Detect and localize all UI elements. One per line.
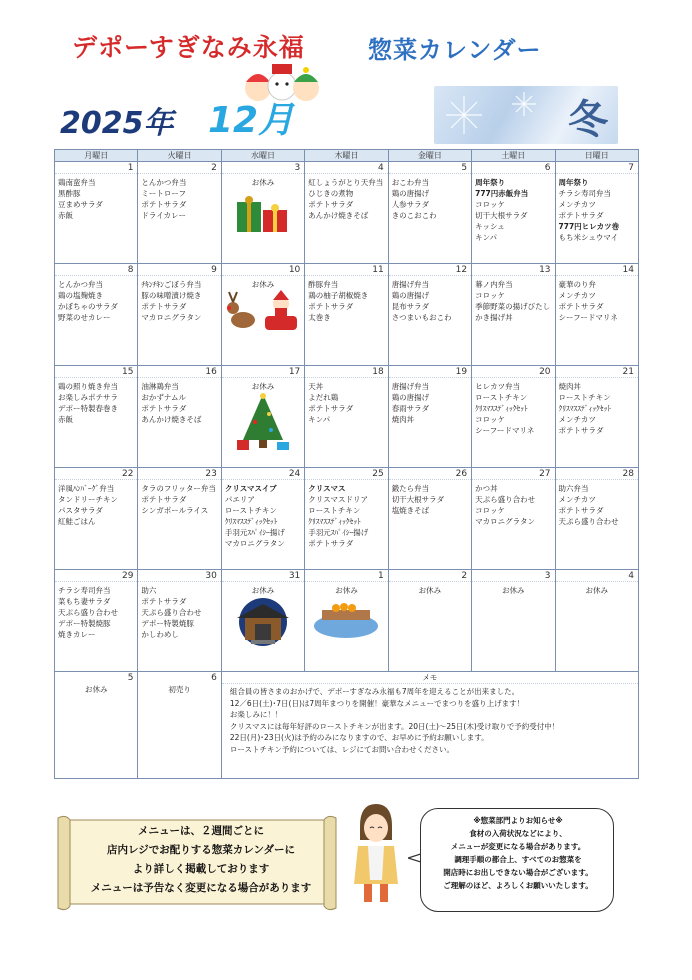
- shrine-icon: [231, 596, 295, 652]
- menu-item: ローストチキン: [475, 393, 528, 402]
- day-note: お休み: [251, 178, 275, 187]
- menu-item: ポテトサラダ: [141, 495, 187, 504]
- day-cell: [555, 570, 638, 672]
- date-number: 18: [305, 366, 387, 378]
- menu-item: 焼きカレー: [58, 630, 96, 639]
- menu-item: 助六: [141, 586, 157, 595]
- menu-item: 人参サラダ: [391, 200, 430, 209]
- menu-item: ポテトサラダ: [308, 302, 354, 311]
- calendar-table: [54, 149, 639, 779]
- day-cell: [388, 570, 471, 672]
- menu-item: コロッケ: [475, 415, 505, 424]
- tree-icon: [233, 392, 293, 458]
- day-note: お休み: [84, 685, 108, 694]
- menu-item: 豚の味噌漬け焼き: [141, 291, 202, 300]
- menu-item: ローストチキン: [558, 393, 611, 402]
- menu-item: かき揚げ丼: [475, 313, 513, 322]
- gifts-icon: [233, 188, 293, 242]
- day-content: [222, 276, 304, 365]
- season-kanji: 冬: [568, 96, 608, 143]
- date-number: 6: [211, 673, 217, 683]
- notice-line: メニューは予告なく変更になる場合があります: [90, 882, 312, 894]
- menu-item: 紅鮭ごはん: [58, 517, 96, 526]
- week-row: [55, 162, 639, 264]
- menu-item: 助六弁当: [558, 484, 589, 493]
- menu-item: 赤飯: [58, 211, 73, 220]
- menu-item: 菜もち妻サラダ: [58, 597, 111, 606]
- event-label: クリスマスイブ: [224, 484, 277, 493]
- menu-item: ｸﾘｽﾏｽｽﾃﾞｨｯｸｾｯﾄ: [558, 404, 612, 413]
- bubble-line: 開店時にお出しできない場合がございます。: [443, 868, 593, 877]
- menu-item: コロッケ: [475, 291, 505, 300]
- menu-item: 豆まめサラダ: [58, 200, 103, 209]
- day-cell: [221, 264, 304, 366]
- menu-item: ポテトサラダ: [141, 404, 187, 413]
- memo-line: ローストチキン予約については、レジにてお問い合わせください。: [229, 744, 455, 754]
- event-label: 777円ヒレカツ巻: [558, 222, 620, 231]
- menu-item: 鶏の柚子胡椒焼き: [308, 291, 369, 300]
- menu-item: タラのフリッター弁当: [141, 484, 216, 493]
- notice-line: より詳しく掲載しております: [132, 863, 270, 875]
- day-content: [472, 480, 554, 569]
- menu-item: 昆布サラダ: [391, 302, 430, 311]
- day-content: [472, 174, 554, 263]
- menu-item: マカロニグラタン: [141, 313, 202, 322]
- date-number: 5: [127, 673, 134, 683]
- day-cell: [305, 570, 388, 672]
- day-cell: [55, 264, 138, 366]
- event-label: 周年祭り: [475, 178, 506, 187]
- day-cell: [55, 162, 138, 264]
- day-content: [138, 174, 220, 263]
- menu-item: パエリア: [224, 495, 255, 504]
- notice-line: 店内レジでお配りする惣菜カレンダーに: [106, 844, 296, 856]
- notice-text: [74, 822, 328, 898]
- menu-item: キンパ: [475, 233, 498, 242]
- menu-item: かぼちゃのサラダ: [58, 302, 118, 311]
- date-number: 21: [556, 366, 638, 378]
- memo-label: メモ: [222, 672, 638, 684]
- day-cell: [555, 264, 638, 366]
- memo-line: お楽しみに！！: [229, 710, 283, 719]
- weekday-header: 木曜日: [305, 150, 388, 162]
- week-row: [55, 264, 639, 366]
- menu-item: メンチカツ: [558, 495, 596, 504]
- day-cell: [472, 264, 555, 366]
- day-content: [138, 276, 220, 365]
- menu-item: メンチカツ: [558, 415, 596, 424]
- month-label: 12月: [208, 100, 295, 141]
- day-content: [472, 276, 554, 365]
- day-cell: [388, 366, 471, 468]
- menu-item: 季節野菜の揚げびたし: [475, 302, 551, 311]
- day-cell: [138, 366, 221, 468]
- weekday-header: 金曜日: [388, 150, 471, 162]
- event-label: クリスマス: [308, 484, 346, 493]
- menu-item: ｸﾘｽﾏｽｽﾃﾞｨｯｸｾｯﾄ: [308, 517, 361, 526]
- day-note: お休み: [335, 586, 358, 595]
- day-cell: [138, 570, 221, 672]
- date-number: 5: [389, 162, 471, 174]
- menu-item: ローストチキン: [308, 506, 361, 515]
- day-cell: [305, 162, 388, 264]
- menu-item: ポテトサラダ: [558, 302, 604, 311]
- menu-item: ｸﾘｽﾏｽｽﾃﾞｨｯｸｾｯﾄ: [224, 517, 278, 526]
- day-note: お休み: [502, 586, 525, 595]
- day-cell: [388, 264, 471, 366]
- day-note: お休み: [418, 586, 442, 595]
- date-number: 16: [138, 366, 220, 378]
- memo-line: 組合員の皆さまのおかげで、デポーすぎなみ永福も7周年を迎えることが出来ました。: [229, 687, 520, 696]
- menu-item: ﾁｷﾝﾁｷﾝごぼう弁当: [141, 280, 202, 289]
- date-number: 2: [138, 162, 220, 174]
- year-label: 2025年: [60, 106, 174, 141]
- day-content: [55, 276, 137, 365]
- memo-cell: [221, 672, 638, 779]
- menu-item: もち米シュウマイ: [558, 233, 619, 242]
- menu-item: ローストチキン: [224, 506, 277, 515]
- reindeer-icon: [223, 290, 303, 340]
- menu-item: ポテトサラダ: [558, 211, 604, 220]
- date-number: 27: [472, 468, 554, 480]
- menu-item: デポー特製春巻き: [58, 404, 118, 413]
- date-number: 1: [305, 570, 387, 582]
- menu-item: ひじきの煮物: [308, 189, 354, 198]
- day-content: [389, 378, 471, 467]
- memo-text: [222, 684, 638, 757]
- day-content: [305, 276, 387, 365]
- menu-item: ポテトサラダ: [558, 506, 604, 515]
- staff-person-icon: [346, 800, 406, 904]
- menu-item: 鶏の塩麹焼き: [58, 291, 103, 300]
- day-content: [556, 582, 638, 671]
- date-number: 8: [55, 264, 137, 276]
- menu-item: デポー特製焼豚: [58, 619, 111, 628]
- day-content: [556, 378, 638, 467]
- day-content: [138, 378, 220, 467]
- memo-line: 22日(月)･23日(火)は予約のみになりますので、お早めに予約お願いします。: [229, 733, 489, 742]
- menu-item: かつ丼: [475, 484, 498, 493]
- date-number: 26: [389, 468, 471, 480]
- day-content: [138, 582, 220, 671]
- date-number: 6: [472, 162, 554, 174]
- calendar-title: 惣菜カレンダー: [368, 36, 542, 64]
- day-cell: [388, 162, 471, 264]
- day-cell: [55, 672, 138, 779]
- day-note: 初売り: [168, 685, 191, 694]
- date-number: 20: [472, 366, 554, 378]
- bubble-line: メニューが変更になる場合があります。: [450, 842, 586, 851]
- date-number: 12: [389, 264, 471, 276]
- day-cell: [388, 468, 471, 570]
- weekday-header-row: [55, 150, 639, 162]
- week-row: [55, 570, 639, 672]
- menu-item: 赤飯: [58, 415, 73, 424]
- day-cell: [138, 468, 221, 570]
- menu-item: 唐揚げ弁当: [391, 382, 430, 391]
- menu-item: チラシ寿司弁当: [558, 189, 612, 198]
- day-cell: [55, 570, 138, 672]
- menu-item: ポテトサラダ: [308, 200, 354, 209]
- day-content: [556, 480, 638, 569]
- day-content: [138, 480, 220, 569]
- day-cell: [472, 162, 555, 264]
- menu-item: クリスマスドリア: [308, 495, 368, 504]
- weekday-header: 月曜日: [55, 150, 138, 162]
- day-cell: [221, 570, 304, 672]
- store-name: デポーすぎなみ永福: [72, 33, 305, 62]
- menu-item: 野菜のせカレー: [58, 313, 111, 322]
- menu-item: ミートローフ: [141, 189, 187, 198]
- day-cell: [472, 570, 555, 672]
- menu-item: キンパ: [308, 415, 331, 424]
- day-content: [305, 480, 387, 569]
- day-note: お休み: [251, 586, 275, 595]
- menu-item: メンチカツ: [558, 291, 596, 300]
- day-content: [472, 582, 554, 671]
- weekday-header: 火曜日: [138, 150, 221, 162]
- weekday-header: 土曜日: [472, 150, 555, 162]
- day-content: [556, 174, 638, 263]
- date-number: 3: [222, 162, 304, 174]
- date-number: 3: [472, 570, 554, 582]
- day-content: [389, 582, 471, 671]
- menu-item: 塩焼きそば: [391, 506, 430, 515]
- event-label: 周年祭り: [558, 178, 589, 187]
- menu-item: 天ぷら盛り合わせ: [475, 495, 536, 504]
- day-content: [472, 378, 554, 467]
- day-cell: [138, 264, 221, 366]
- menu-item: 油淋鶏弁当: [141, 382, 179, 391]
- week-row: [55, 366, 639, 468]
- menu-item: 鶏の唐揚げ: [391, 393, 430, 402]
- day-cell: [221, 468, 304, 570]
- day-note: お休み: [251, 382, 275, 391]
- menu-item: 幕ノ内弁当: [475, 280, 513, 289]
- menu-item: 鍛たら弁当: [391, 484, 430, 493]
- event-label: 777円赤飯弁当: [475, 189, 529, 198]
- menu-item: 切干大根サラダ: [475, 211, 528, 220]
- notice-line: メニューは、２週間ごとに: [138, 825, 264, 837]
- menu-item: きのこおこわ: [391, 211, 437, 220]
- date-number: 13: [472, 264, 554, 276]
- date-number: 11: [305, 264, 387, 276]
- day-note: お休み: [585, 586, 609, 595]
- bubble-line: 食材の入荷状況などにより、: [469, 829, 567, 838]
- day-content: [222, 378, 304, 467]
- menu-item: シーフードマリネ: [475, 426, 535, 435]
- menu-item: タンドリーチキン: [58, 495, 118, 504]
- day-note: お休み: [251, 280, 275, 289]
- menu-item: 洋風ﾊﾝﾊﾞｰｸﾞ弁当: [58, 484, 115, 493]
- day-content: [389, 276, 471, 365]
- date-number: 17: [222, 366, 304, 378]
- menu-item: 紅しょうがとり天弁当: [308, 178, 384, 187]
- menu-item: おこわ弁当: [391, 178, 430, 187]
- menu-item: さつまいもおこわ: [391, 313, 452, 322]
- menu-item: コロッケ: [475, 506, 505, 515]
- menu-item: とんかつ弁当: [58, 280, 103, 289]
- date-number: 29: [55, 570, 137, 582]
- menu-item: コロッケ: [475, 200, 505, 209]
- menu-item: おかずナムル: [141, 393, 187, 402]
- menu-item: お楽しみポテサラ: [58, 393, 118, 402]
- day-cell: [305, 366, 388, 468]
- day-content: [305, 174, 387, 263]
- day-content: [222, 480, 304, 569]
- menu-item: 天ぷら盛り合わせ: [58, 608, 118, 617]
- bubble-line: ご理解のほど、よろしくお願いいたします。: [443, 881, 593, 890]
- bubble-text: [426, 814, 610, 892]
- date-number: 4: [305, 162, 387, 174]
- menu-item: あんかけ焼きそば: [308, 211, 369, 220]
- memo-line: 12／6日(土)･7日(日)は7周年まつりを開催！豪華なメニューでまつりを盛り上げます！: [229, 698, 525, 708]
- day-content: [305, 378, 387, 467]
- bubble-line: ※惣菜部門よりお知らせ※: [473, 816, 563, 825]
- menu-item: 鶏の唐揚げ: [391, 189, 430, 198]
- menu-item: 黒酢豚: [58, 189, 81, 198]
- day-content: [55, 378, 137, 467]
- day-cell: [221, 162, 304, 264]
- day-content: [556, 276, 638, 365]
- menu-item: マカロニグラタン: [475, 517, 536, 526]
- day-cell: [472, 366, 555, 468]
- menu-item: 手羽元ｽﾊﾟｲｼｰ揚げ: [308, 528, 369, 537]
- day-content: [389, 174, 471, 263]
- menu-item: あんかけ焼きそば: [141, 415, 202, 424]
- day-content: [305, 582, 387, 671]
- day-content: [55, 582, 137, 671]
- menu-item: 春雨サラダ: [391, 404, 430, 413]
- menu-item: ポテトサラダ: [558, 426, 604, 435]
- day-cell: [555, 162, 638, 264]
- menu-item: ポテトサラダ: [308, 539, 354, 548]
- day-cell: [221, 366, 304, 468]
- kotatsu-icon: [310, 596, 382, 644]
- menu-item: 焼肉丼: [391, 415, 415, 424]
- day-cell: [305, 468, 388, 570]
- day-cell: [55, 468, 138, 570]
- bubble-line: 調理手順の都合上、すべてのお惣菜を: [454, 855, 582, 864]
- menu-item: かしわめし: [141, 630, 179, 639]
- final-week-row: [55, 672, 639, 779]
- menu-item: マカロニグラタン: [224, 539, 285, 548]
- menu-item: 手羽元ｽﾊﾟｲｼｰ揚げ: [224, 528, 285, 537]
- weekday-header: 水曜日: [221, 150, 304, 162]
- menu-item: パスタサラダ: [58, 506, 103, 515]
- day-cell: [138, 162, 221, 264]
- menu-item: 鶏南蛮弁当: [58, 178, 96, 187]
- menu-item: ドライカレー: [141, 211, 186, 220]
- week-row: [55, 468, 639, 570]
- menu-item: デポー特製焼豚: [141, 619, 194, 628]
- date-number: 31: [222, 570, 304, 582]
- menu-item: 切干大根サラダ: [391, 495, 445, 504]
- date-number: 22: [55, 468, 137, 480]
- menu-item: ポテトサラダ: [141, 200, 187, 209]
- day-content: [55, 480, 137, 569]
- menu-item: ヒレカツ弁当: [475, 382, 521, 391]
- menu-item: 酢豚弁当: [308, 280, 339, 289]
- day-cell: [555, 468, 638, 570]
- date-number: 4: [556, 570, 638, 582]
- memo-line: クリスマスには毎年好評のローストチキンが出ます。20日(土)～25日(木)受け取りで予約受付中！: [229, 721, 560, 731]
- menu-item: ポテトサラダ: [141, 302, 187, 311]
- menu-item: 豪華のり弁: [558, 280, 597, 289]
- date-number: 30: [138, 570, 220, 582]
- menu-item: ポテトサラダ: [141, 597, 187, 606]
- day-cell: [138, 672, 221, 779]
- date-number: 7: [556, 162, 638, 174]
- menu-item: ｸﾘｽﾏｽｽﾃﾞｨｯｸｾｯﾄ: [475, 404, 528, 413]
- date-number: 25: [305, 468, 387, 480]
- menu-item: とんかつ弁当: [141, 178, 187, 187]
- menu-item: 鶏の照り焼き弁当: [58, 382, 118, 391]
- menu-item: 天ぷら盛り合わせ: [558, 517, 619, 526]
- menu-item: 天丼: [308, 382, 324, 391]
- date-number: 1: [55, 162, 137, 174]
- date-number: 9: [138, 264, 220, 276]
- day-cell: [472, 468, 555, 570]
- menu-item: シーフードマリネ: [558, 313, 618, 322]
- menu-item: よだれ鶏: [308, 393, 339, 402]
- menu-item: チラシ寿司弁当: [58, 586, 111, 595]
- date-number: 14: [556, 264, 638, 276]
- menu-item: ポテトサラダ: [308, 404, 354, 413]
- date-number: 15: [55, 366, 137, 378]
- day-content: [389, 480, 471, 569]
- date-number: 28: [556, 468, 638, 480]
- date-number: 24: [222, 468, 304, 480]
- menu-item: キッシュ: [475, 222, 505, 231]
- menu-item: 鶏の唐揚げ: [391, 291, 430, 300]
- day-content: [222, 582, 304, 671]
- day-content: [222, 174, 304, 263]
- weekday-header: 日曜日: [555, 150, 638, 162]
- menu-item: メンチカツ: [558, 200, 596, 209]
- day-cell: [555, 366, 638, 468]
- day-cell: [55, 366, 138, 468]
- menu-item: 唐揚げ弁当: [391, 280, 430, 289]
- date-number: 19: [389, 366, 471, 378]
- winter-banner: [434, 86, 618, 144]
- day-content: [55, 174, 137, 263]
- day-cell: [305, 264, 388, 366]
- date-number: 23: [138, 468, 220, 480]
- date-number: 2: [389, 570, 471, 582]
- menu-item: 天ぷら盛り合わせ: [141, 608, 202, 617]
- menu-item: 焼肉丼: [558, 382, 582, 391]
- menu-item: シンガポールライス: [141, 506, 209, 515]
- menu-item: 太巻き: [308, 313, 331, 322]
- date-number: 10: [222, 264, 304, 276]
